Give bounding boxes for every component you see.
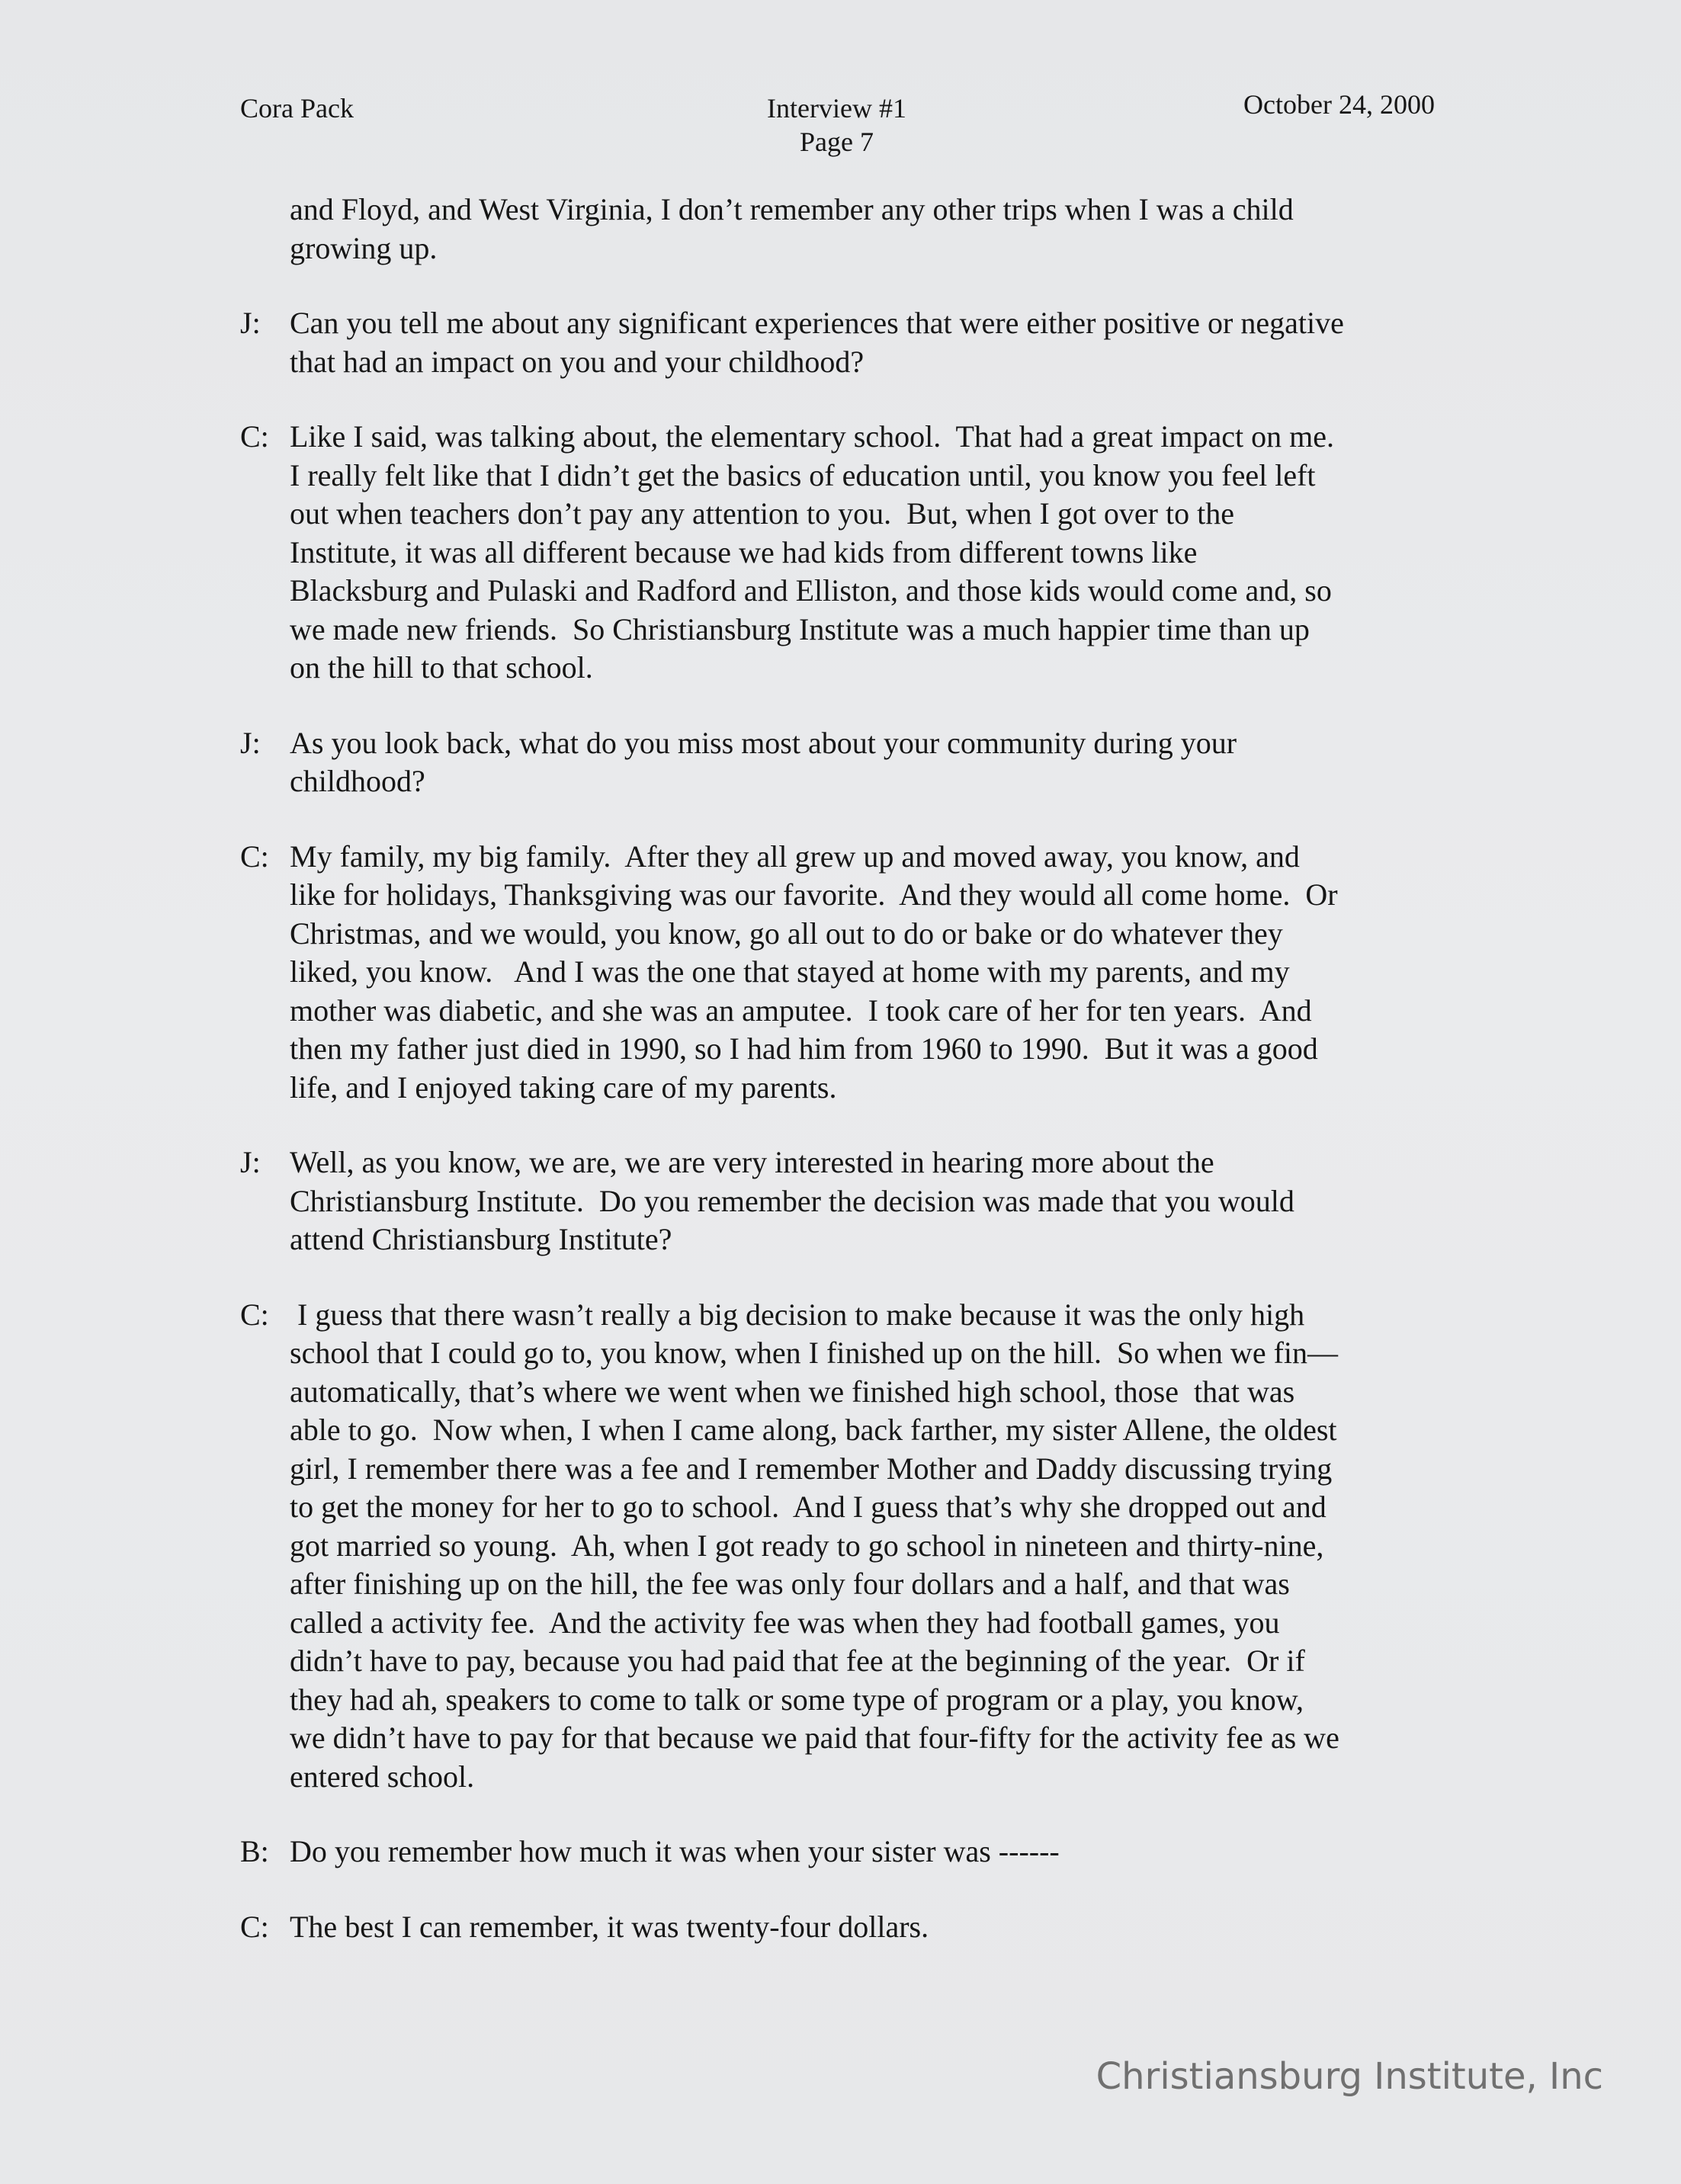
dialogue-turn (240, 1143, 1441, 1259)
speaker-label: C: (240, 839, 269, 874)
dialogue-turn (240, 1296, 1441, 1797)
dialogue-turn (240, 1908, 1441, 1947)
interview-number: Interview #1 (767, 93, 906, 123)
dialogue-turn (240, 304, 1441, 381)
dialogue-turn (240, 724, 1441, 801)
dialogue-turn (240, 1833, 1441, 1871)
dialogue-turn (240, 838, 1441, 1108)
page-number: Page 7 (800, 127, 874, 157)
turn-text: The best I can remember, it was twenty-four dollars. (290, 1909, 929, 1944)
speaker-label: J: (240, 1145, 261, 1179)
speaker-label: C: (240, 1297, 269, 1332)
dialogue-turn (240, 418, 1441, 688)
interview-date: October 24, 2000 (1243, 89, 1435, 120)
turn-text: Do you remember how much it was when your sister was ------ (290, 1834, 1060, 1868)
turn-text: Well, as you know, we are, we are very interested in hearing more about the Christiansburg Institute. Do you remember the decision was made that you would attend Christiansburg Institute? (290, 1145, 1294, 1256)
turn-text: My family, my big family. After they all grew up and moved away, you know, and like for holidays, Thanksgiving was our favorite. And they would all come home. Or Christmas, and we would, you know, go all out to do or bake or do whatever they liked, you know. And I was the one that stayed at home with my parents, and my mother was diabetic, and she was an amputee. I took care of her for ten years. And then my father just died in 1990, so I had him from 1960 to 1990. But it was a good life, and I enjoyed taking care of my parents. (290, 839, 1338, 1105)
watermark: Christiansburg Institute, Inc (1096, 2055, 1603, 2098)
speaker-label: C: (240, 419, 269, 454)
transcript-body (240, 191, 1441, 1983)
turn-text: I guess that there wasn’t really a big decision to make because it was the only high school that I could go to, you know, when I finished up on the hill. So when we fin— automatically, that’s where we went when we finished high school, those that was able to go. Now when, I when I came along, back farther, my sister Allene, the oldest girl, I remember there was a fee and I remember Mother and Daddy discussing trying to get the money for her to go to school. And I guess that’s why she dropped out and got married so young. Ah, when I got ready to go school in nineteen and thirty-nine, after finishing up on the hill, the fee was only four dollars and a half, and that was called a activity fee. And the activity fee was when they had football games, you didn’t have to pay, because you had paid that fee at the beginning of the year. Or if they had ah, speakers to come to talk or some type of program or a play, you know, we didn’t have to pay for that because we paid that four-fifty for the activity fee as we entered school. (290, 1297, 1339, 1794)
speaker-label: C: (240, 1909, 269, 1944)
interview-header (686, 91, 987, 159)
turn-text: Like I said, was talking about, the elementary school. That had a great impact on me. I really felt like that I didn’t get the basics of education until, you know you feel left out when teachers don’t pay any attention to you. But, when I got over to the Institute, it was all different because we had kids from different towns like Blacksburg and Pulaski and Radford and Elliston, and those kids would come and, so we made new friends. So Christiansburg Institute was a much happier time than up on the hill to that school. (290, 419, 1334, 685)
speaker-label: J: (240, 306, 261, 340)
turn-text: As you look back, what do you miss most about your community during your childhood? (290, 725, 1237, 798)
speaker-label: J: (240, 725, 261, 760)
continuation-text: and Floyd, and West Virginia, I don’t remember any other trips when I was a child growing up. (290, 192, 1294, 265)
interviewee-name: Cora Pack (240, 93, 354, 123)
continuation-paragraph (240, 191, 1441, 268)
turn-text: Can you tell me about any significant experiences that were either positive or negative that had an impact on you and your childhood? (290, 306, 1344, 379)
speaker-label: B: (240, 1834, 269, 1868)
